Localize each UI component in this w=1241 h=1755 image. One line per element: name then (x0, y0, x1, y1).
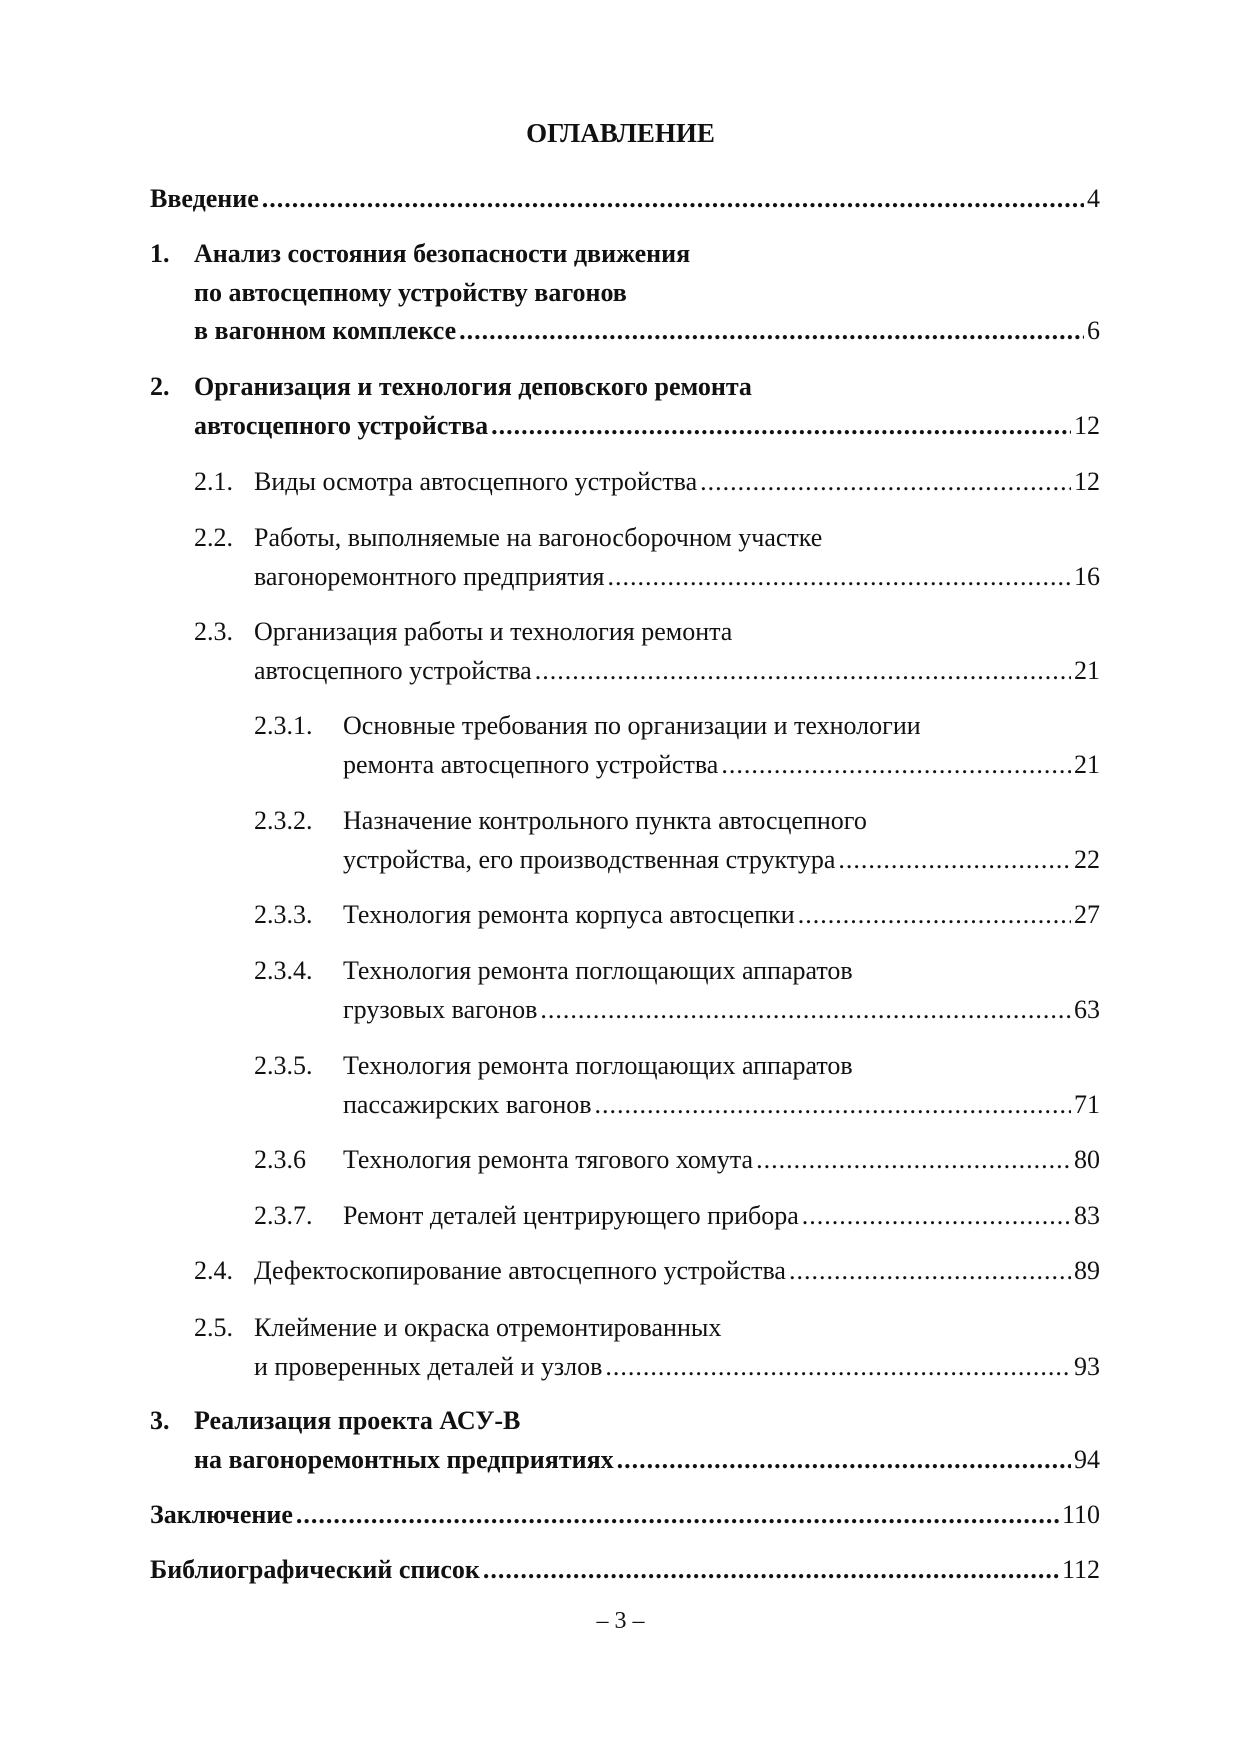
toc-entry (0, 368, 1241, 445)
toc-entry (0, 235, 1241, 351)
toc-entry-number: 2.3.5. (254, 1051, 313, 1080)
toc-entry-text: Технология ремонта поглощающих аппаратов (343, 1051, 853, 1080)
toc-entry (0, 1496, 1241, 1535)
toc-entry (0, 1402, 1241, 1479)
toc-entry-text: пассажирских вагонов (343, 1089, 592, 1119)
toc-entry-text: Технология ремонта корпуса автосцепки (343, 900, 795, 929)
toc-title: ОГЛАВЛЕНИЕ (526, 118, 715, 148)
toc-entry-page: 83 (1074, 1201, 1100, 1230)
toc-entry-line (0, 1496, 1241, 1535)
toc-entry-text: по автосцепному устройству вагонов (194, 277, 627, 307)
dot-leader (491, 407, 1071, 446)
toc-entry-number: 2.5. (194, 1313, 233, 1342)
dot-leader (595, 1086, 1071, 1125)
toc-entry-line (0, 1441, 1241, 1480)
toc-entry-text: Работы, выполняемые на вагоносборочном участке (254, 523, 823, 552)
dot-leader (617, 1441, 1071, 1480)
toc-entry-line (0, 235, 1241, 274)
toc-entry-line (0, 1551, 1241, 1590)
toc-entry-number: 2.3.6 (254, 1145, 306, 1174)
dot-leader (459, 312, 1084, 351)
toc-entry-page: 63 (1074, 994, 1100, 1024)
toc-entry (0, 1252, 1241, 1291)
toc-entry-number: 1. (150, 239, 170, 268)
toc-entry-text: на вагоноремонтных предприятиях (194, 1444, 614, 1474)
toc-entry-number: 2.4. (194, 1256, 233, 1285)
toc-entry-text: Организация и технология деповского ремонта (194, 372, 752, 401)
toc-entry-page: 21 (1074, 749, 1100, 779)
dot-leader (535, 652, 1071, 691)
toc-entry-text: Ремонт деталей центрирующего прибора (343, 1201, 799, 1230)
toc-entry (0, 1309, 1241, 1386)
toc-entry-text: Технология ремонта поглощающих аппаратов (343, 956, 853, 985)
dot-leader (798, 896, 1071, 935)
dot-leader (607, 558, 1071, 597)
toc-entry-text: Виды осмотра автосцепного устройства (254, 467, 698, 496)
toc-entry-page: 94 (1074, 1444, 1100, 1474)
toc-entry-page: 110 (1061, 1500, 1100, 1529)
toc-entry-number: 2. (150, 372, 170, 401)
toc-entry-number: 3. (150, 1406, 170, 1435)
toc-entry-line (0, 746, 1241, 785)
dot-leader (789, 1252, 1071, 1291)
toc-entry-line (0, 802, 1241, 841)
toc-entry-text: автосцепного устройства (194, 410, 489, 440)
toc-entry (0, 463, 1241, 502)
dot-leader (756, 1141, 1071, 1180)
toc-entry-line (0, 707, 1241, 746)
toc-entry-line (0, 991, 1241, 1030)
toc-entry-page: 112 (1061, 1555, 1100, 1584)
toc-entry-line (0, 613, 1241, 652)
toc-entry-line (0, 1047, 1241, 1086)
toc-entry (0, 896, 1241, 935)
toc-entry-text: Введение (150, 184, 259, 213)
toc-entry-line (0, 1348, 1241, 1387)
toc-entry-number: 2.3.2. (254, 806, 313, 835)
toc-entry-number: 2.3. (194, 617, 233, 646)
dot-leader (605, 1348, 1071, 1387)
toc-entry-page: 93 (1074, 1351, 1100, 1381)
toc-entry-line (0, 368, 1241, 407)
dot-leader (838, 841, 1071, 880)
toc-entry (0, 707, 1241, 784)
toc-entry-text: в вагонном комплексе (194, 316, 457, 345)
toc-entry-text: грузовых вагонов (343, 994, 538, 1024)
toc-entry-page: 27 (1074, 900, 1100, 929)
toc-entry-text: Технология ремонта тягового хомута (343, 1145, 754, 1174)
toc-entry-page: 80 (1074, 1145, 1100, 1174)
toc-entry-line (0, 274, 1241, 313)
toc-entry (0, 519, 1241, 596)
dot-leader (721, 746, 1071, 785)
toc-entry-text: ремонта автосцепного устройства (343, 749, 719, 779)
toc-entry (0, 1141, 1241, 1180)
toc-entry (0, 1551, 1241, 1590)
toc-entry-page: 4 (1087, 184, 1100, 213)
toc-entry-number: 2.1. (194, 467, 233, 496)
toc-entry-number: 2.3.7. (254, 1201, 313, 1230)
toc-entry-line (0, 312, 1241, 351)
toc-entry-page: 16 (1074, 561, 1100, 591)
toc-entry-page: 71 (1074, 1089, 1100, 1119)
toc-entry (0, 952, 1241, 1029)
toc-entry-text: Основные требования по организации и технологии (343, 711, 921, 740)
toc-entry-line (0, 407, 1241, 446)
toc-entry-page: 12 (1074, 467, 1100, 496)
toc-entry-line (0, 1402, 1241, 1441)
toc-entry-line (0, 1197, 1241, 1236)
toc-entry-line (0, 652, 1241, 691)
toc-entry-line (0, 1252, 1241, 1291)
toc-entry (0, 802, 1241, 879)
page-number: – 3 – (596, 1608, 645, 1634)
dot-leader (540, 991, 1071, 1030)
dot-leader (802, 1197, 1071, 1236)
toc-entry-line (0, 1141, 1241, 1180)
toc-entry-line (0, 558, 1241, 597)
toc-entry-line (0, 841, 1241, 880)
toc-entry-page: 6 (1087, 316, 1100, 345)
toc-entry-number: 2.3.4. (254, 956, 313, 985)
toc-entry-line (0, 519, 1241, 558)
toc-entry-page: 12 (1074, 410, 1100, 440)
dot-leader (483, 1551, 1059, 1590)
toc-entry-text: Клеймение и окраска отремонтированных (254, 1313, 722, 1342)
toc-entry-number: 2.3.3. (254, 900, 313, 929)
toc-entry (0, 1047, 1241, 1124)
toc-entry-page: 89 (1074, 1256, 1100, 1285)
dot-leader (262, 180, 1084, 219)
toc-entry-text: Дефектоскопирование автосцепного устройства (254, 1256, 786, 1285)
toc-entry-text: Анализ состояния безопасности движения (194, 239, 691, 268)
toc-entry-number: 2.2. (194, 523, 233, 552)
toc-entry (0, 1197, 1241, 1236)
toc-entry-number: 2.3.1. (254, 711, 313, 740)
toc-entry-text: Реализация проекта АСУ-В (194, 1406, 521, 1435)
toc-entry-text: Библиографический список (150, 1555, 480, 1584)
toc-entry-line (0, 1309, 1241, 1348)
toc-entry-line (0, 952, 1241, 991)
toc-entry-text: автосцепного устройства (254, 655, 532, 685)
dot-leader (296, 1496, 1059, 1535)
toc-entry-page: 22 (1074, 844, 1100, 874)
toc-entry-text: Организация работы и технология ремонта (254, 617, 733, 646)
toc-entry (0, 180, 1241, 219)
toc-entry-text: и проверенных деталей и узлов (254, 1351, 603, 1381)
toc-entry-line (0, 896, 1241, 935)
toc-entry (0, 613, 1241, 690)
toc-entry-text: Назначение контрольного пункта автосцепного (343, 806, 867, 835)
toc-entry-line (0, 1086, 1241, 1125)
toc-entry-page: 21 (1074, 655, 1100, 685)
dot-leader (700, 463, 1071, 502)
toc-entry-text: устройства, его производственная структура (343, 844, 836, 874)
toc-entry-text: Заключение (150, 1500, 293, 1529)
toc-entry-text: вагоноремонтного предприятия (254, 561, 605, 591)
toc-entry-line (0, 463, 1241, 502)
toc-entry-line (0, 180, 1241, 219)
